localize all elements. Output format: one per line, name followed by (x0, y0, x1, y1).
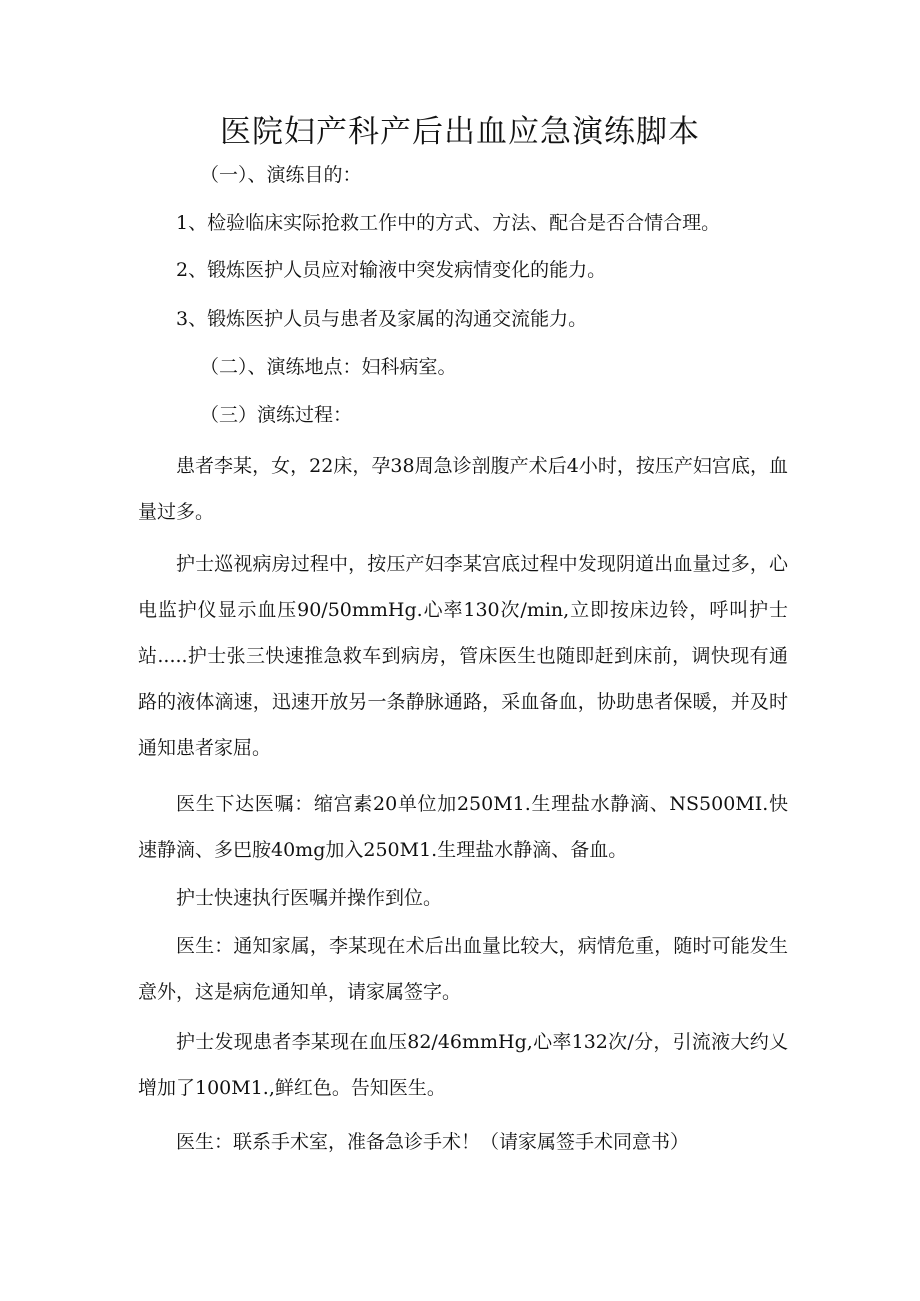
purpose-item-2: 2、锻炼医护人员应对输液中突发病情变化的能力。 (176, 259, 607, 281)
paragraph-patient: 患者李某，女，22床，孕38周急诊剖腹产术后4小时，按压产妇宫底，血量过多。 (138, 455, 788, 523)
process-heading: （三）演练过程： (200, 404, 353, 426)
paragraph-nurse-findings: 护士发现患者李某现在血压82/46mmHg,心率132次/分，引流液大约乂增加了100M1.,鲜红色。告知医生。 (138, 1031, 788, 1099)
document-title: 医院妇产科产后出血应急演练脚本 (220, 114, 700, 150)
paragraph-nurse-execute: 护士快速执行医嘱并操作到位。 (176, 887, 443, 909)
location-line: （二）、演练地点：妇科病室。 (200, 356, 457, 378)
paragraph-doctor-orders: 医生下达医嘱：缩宫素20单位加250M1.生理盐水静滴、NS500MI.快速静滴、多巴胺40mg加入250M1.生理盐水静滴、备血。 (138, 793, 788, 861)
paragraph-doctor-surgery: 医生：联系手术室，准备急诊手术！（请家属签手术同意书） (176, 1131, 690, 1153)
purpose-item-1: 1、检验临床实际抢救工作中的方式、方法、配合是否合情合理。 (176, 212, 721, 234)
purpose-item-3: 3、锻炼医护人员与患者及家属的沟通交流能力。 (176, 308, 588, 330)
paragraph-doctor-notify: 医生：通知家属，李某现在术后出血量比较大，病情危重，随时可能发生意外，这是病危通知单，请家属签字。 (138, 935, 788, 1003)
paragraph-nurse-rounds: 护士巡视病房过程中，按压产妇李某宫底过程中发现阴道出血量过多，心电监护仪显示血压90/50mmHg.心率130次/min,立即按床边铃，呼叫护士站.....护士张三快速推急救车到病房，管床医生也随即赶到床前，调快现有通路的液体滴速，迅速开放另一条静脉通路，采血备血，协助患者保暖，并及时通知患者家屈。 (138, 553, 788, 759)
purpose-heading: （一）、演练目的： (200, 164, 362, 186)
